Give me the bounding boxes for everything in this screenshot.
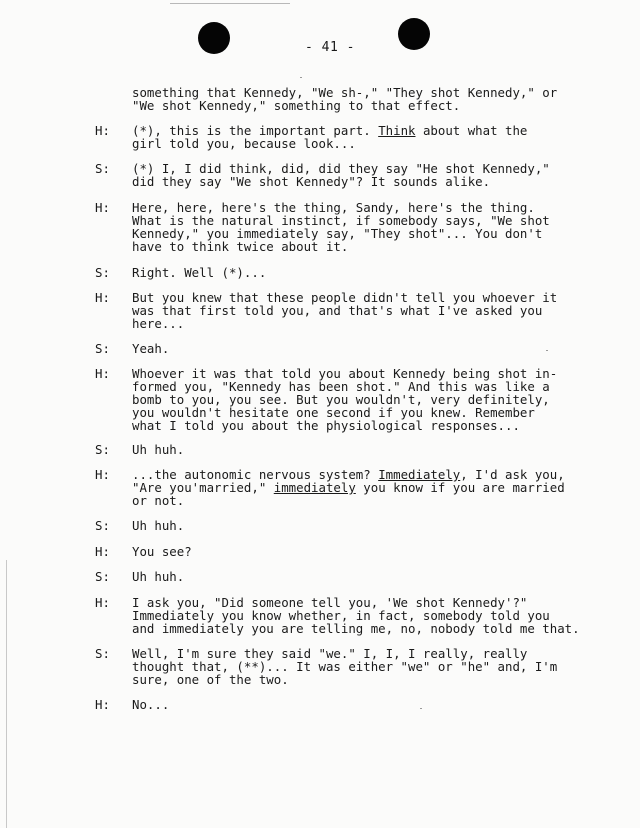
- utterance-line: bomb to you, you see. But you wouldn't, very definitely,: [132, 392, 550, 407]
- utterance-line: "Are you'married," immediately you know if you are married: [132, 480, 565, 495]
- underlined-word: immediately: [273, 480, 356, 495]
- speaker-label: H:: [95, 595, 110, 610]
- utterance-text: [132, 647, 602, 686]
- utterance-line: something that Kennedy, "We sh-," "They shot Kennedy," or: [132, 85, 558, 100]
- utterance-line: ...the autonomic nervous system? Immediately, I'd ask you,: [132, 467, 565, 482]
- speaker-label: S:: [95, 341, 110, 356]
- utterance-line: Right. Well (*)...: [132, 265, 267, 280]
- utterance-line: you wouldn't hesitate one second if you knew. Remember: [132, 405, 535, 420]
- speaker-label: S:: [95, 265, 110, 280]
- utterance-text: [132, 291, 602, 330]
- speaker-label: S:: [95, 646, 110, 661]
- utterance-text: [132, 367, 602, 432]
- utterance-line: have to think twice about it.: [132, 239, 349, 254]
- utterance-text: [132, 596, 602, 635]
- utterance-line: Here, here, here's the thing, Sandy, here's the thing.: [132, 200, 535, 215]
- underlined-word: Think: [378, 123, 416, 138]
- page-edge-line: [6, 560, 7, 828]
- utterance-text: [132, 201, 602, 253]
- speaker-label: S:: [95, 518, 110, 533]
- utterance-text: [132, 468, 602, 507]
- speaker-label: S:: [95, 442, 110, 457]
- utterance-text: [132, 443, 602, 456]
- speaker-label: H:: [95, 366, 110, 381]
- underlined-word: Immediately: [378, 467, 461, 482]
- utterance-line: Kennedy," you immediately say, "They shot"... You don't: [132, 226, 543, 241]
- utterance-line: and immediately you are telling me, no, nobody told me that.: [132, 621, 580, 636]
- utterance-line: I ask you, "Did someone tell you, 'We shot Kennedy'?": [132, 595, 528, 610]
- speaker-label: H:: [95, 467, 110, 482]
- utterance-text: [132, 545, 602, 558]
- utterance-line: (*), this is the important part. Think about what the: [132, 123, 528, 138]
- speaker-label: H:: [95, 200, 110, 215]
- speaker-label: S:: [95, 161, 110, 176]
- utterance-text: [132, 570, 602, 583]
- utterance-line: Well, I'm sure they said "we." I, I, I really, really: [132, 646, 528, 661]
- utterance-text: [132, 86, 602, 112]
- utterance-line: girl told you, because look...: [132, 136, 356, 151]
- utterance-line: did they say "We shot Kennedy"? It sounds alike.: [132, 174, 491, 189]
- utterance-line: "We shot Kennedy," something to that effect.: [132, 98, 461, 113]
- utterance-text: [132, 342, 602, 355]
- utterance-line: thought that, (**)... It was either "we" or "he" and, I'm: [132, 659, 558, 674]
- speaker-label: H:: [95, 697, 110, 712]
- punch-hole-left: [198, 22, 230, 54]
- speaker-label: S:: [95, 569, 110, 584]
- utterance-line: Whoever it was that told you about Kennedy being shot in-: [132, 366, 558, 381]
- utterance-line: Uh huh.: [132, 442, 185, 457]
- utterance-text: [132, 124, 602, 150]
- utterance-line: (*) I, I did think, did, did they say "He shot Kennedy,": [132, 161, 550, 176]
- utterance-text: [132, 698, 602, 711]
- utterance-line: here...: [132, 316, 185, 331]
- speaker-label: H:: [95, 290, 110, 305]
- utterance-text: [132, 519, 602, 532]
- utterance-line: or not.: [132, 493, 185, 508]
- utterance-line: was that first told you, and that's what I've asked you: [132, 303, 543, 318]
- utterance-line: Uh huh.: [132, 518, 185, 533]
- punch-hole-right: [398, 18, 430, 50]
- utterance-line: You see?: [132, 544, 192, 559]
- utterance-line: Yeah.: [132, 341, 170, 356]
- scan-speck: [300, 77, 302, 78]
- page-number: - 41 -: [305, 40, 355, 55]
- utterance-line: Uh huh.: [132, 569, 185, 584]
- utterance-line: Immediately you know whether, in fact, somebody told you: [132, 608, 550, 623]
- speaker-label: H:: [95, 544, 110, 559]
- utterance-line: what I told you about the physiological responses...: [132, 418, 520, 433]
- speaker-label: H:: [95, 123, 110, 138]
- utterance-line: sure, one of the two.: [132, 672, 289, 687]
- top-rule: [170, 3, 290, 4]
- utterance-line: formed you, "Kennedy has been shot." And this was like a: [132, 379, 550, 394]
- utterance-line: But you knew that these people didn't tell you whoever it: [132, 290, 558, 305]
- utterance-text: [132, 266, 602, 279]
- utterance-line: What is the natural instinct, if somebody says, "We shot: [132, 213, 550, 228]
- utterance-text: [132, 162, 602, 188]
- utterance-line: No...: [132, 697, 170, 712]
